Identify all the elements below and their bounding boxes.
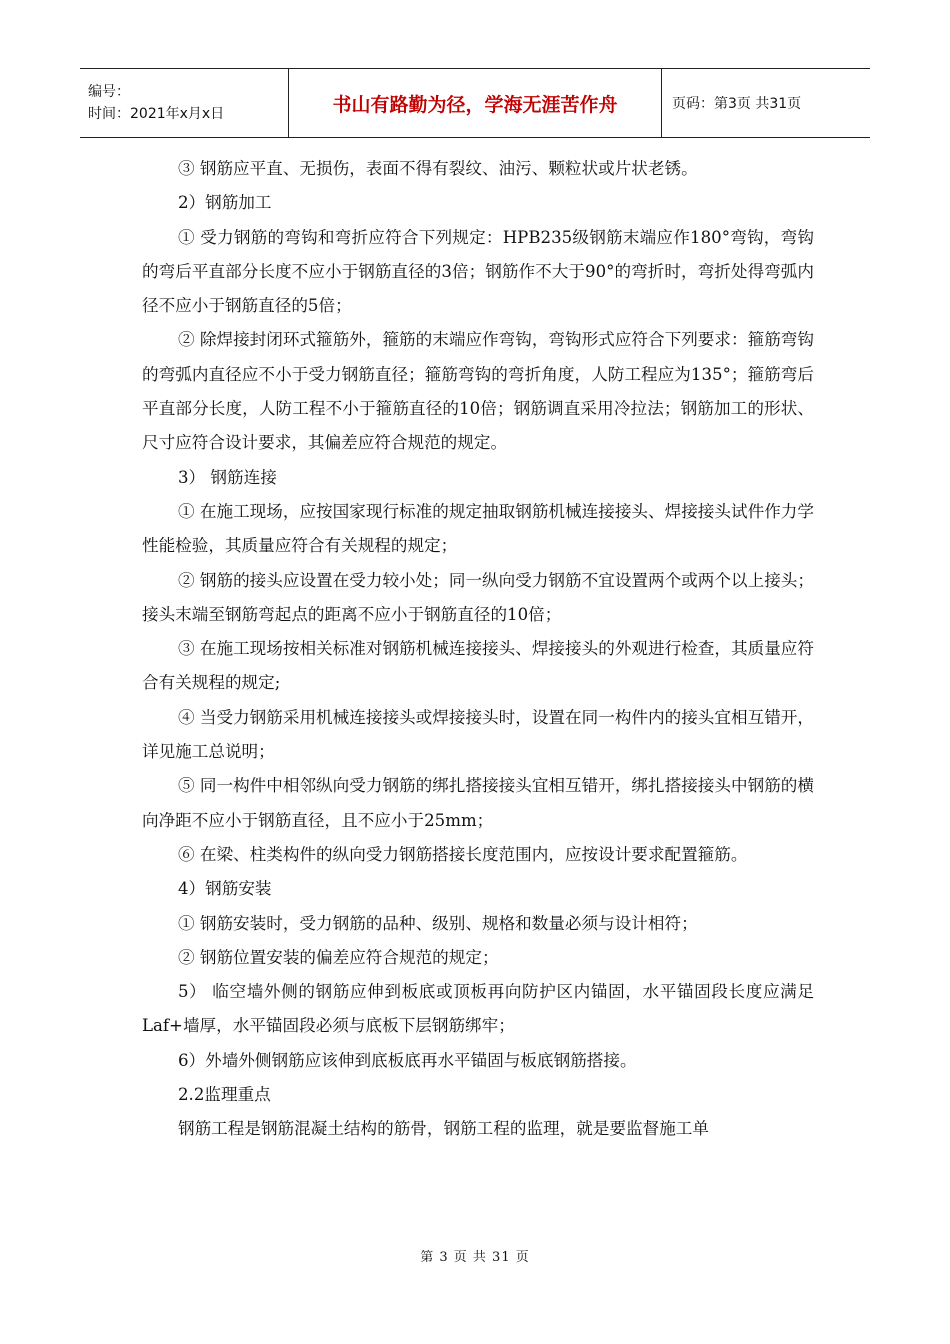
paragraph: ① 钢筋安装时，受力钢筋的品种、级别、规格和数量必须与设计相符； <box>178 913 698 933</box>
paragraph: ② 钢筋位置安装的偏差应符合规范的规定； <box>178 947 499 967</box>
header-page-info: 页码：第3页 共31页 <box>672 96 802 112</box>
page-header <box>80 68 870 138</box>
paragraph: 6）外墙外侧钢筋应该伸到底板底再水平锚固与板底钢筋搭接。 <box>178 1050 637 1070</box>
section-heading: 2）钢筋加工 <box>178 193 272 213</box>
header-motto: 书山有路勤为径，学海无涯苦作舟 <box>289 69 662 137</box>
header-meta <box>80 69 289 137</box>
document-time-label: 时间：2021年x月x日 <box>88 106 225 122</box>
paragraph: ① 受力钢筋的弯钩和弯折应符合下列规定：HPB235级钢筋末端应作180°弯钩，弯钩的弯后平直部分长度不应小于钢筋直径的3倍；钢筋作不大于90°的弯折时，弯折处得弯弧内径不应小于钢筋直径的5倍； <box>142 227 814 316</box>
section-heading: 4）钢筋安装 <box>178 879 272 899</box>
paragraph: ② 钢筋的接头应设置在受力较小处；同一纵向受力钢筋不宜设置两个或两个以上接头；接头末端至钢筋弯起点的距离不应小于钢筋直径的10倍； <box>142 570 814 624</box>
paragraph: 钢筋工程是钢筋混凝土结构的筋骨，钢筋工程的监理，就是要监督施工单 <box>178 1119 709 1139</box>
section-heading: 2.2监理重点 <box>178 1085 271 1105</box>
paragraph: 5） 临空墙外侧的钢筋应伸到板底或顶板再向防护区内锚固，水平锚固段长度应满足Laf+墙厚，水平锚固段必须与底板下层钢筋绑牢； <box>142 982 814 1036</box>
paragraph: ① 在施工现场，应按国家现行标准的规定抽取钢筋机械连接接头、焊接接头试件作力学性能检验，其质量应符合有关规程的规定； <box>142 501 814 556</box>
page-footer: 第 3 页 共 31 页 <box>420 1250 530 1265</box>
document-number-label: 编号： <box>88 84 130 100</box>
paragraph: ③ 钢筋应平直、无损伤，表面不得有裂纹、油污、颗粒状或片状老锈。 <box>178 159 698 178</box>
paragraph: ③ 在施工现场按相关标准对钢筋机械连接接头、焊接接头的外观进行检查，其质量应符合有关规程的规定; <box>142 639 814 693</box>
section-heading: 3） 钢筋连接 <box>178 467 277 487</box>
paragraph: ② 除焊接封闭环式箍筋外，箍筋的末端应作弯钩，弯钩形式应符合下列要求：箍筋弯钩的弯弧内直径应不小于受力钢筋直径；箍筋弯钩的弯折角度，人防工程应为135°；箍筋弯后平直部分长度，人防工程不小于箍筋直径的10倍；钢筋调直采用冷拉法；钢筋加工的形状、尺寸应符合设计要求，其偏差应符合规范的规定。 <box>142 330 814 453</box>
paragraph: ⑤ 同一构件中相邻纵向受力钢筋的绑扎搭接接头宜相互错开，绑扎搭接接头中钢筋的横向净距不应小于钢筋直径，且不应小于25mm； <box>142 776 814 830</box>
document-body <box>142 152 814 1147</box>
paragraph: ④ 当受力钢筋采用机械连接接头或焊接接头时，设置在同一构件内的接头宜相互错开，详见施工总说明； <box>142 707 814 762</box>
paragraph: ⑥ 在梁、柱类构件的纵向受力钢筋搭接长度范围内，应按设计要求配置箍筋。 <box>178 844 748 864</box>
